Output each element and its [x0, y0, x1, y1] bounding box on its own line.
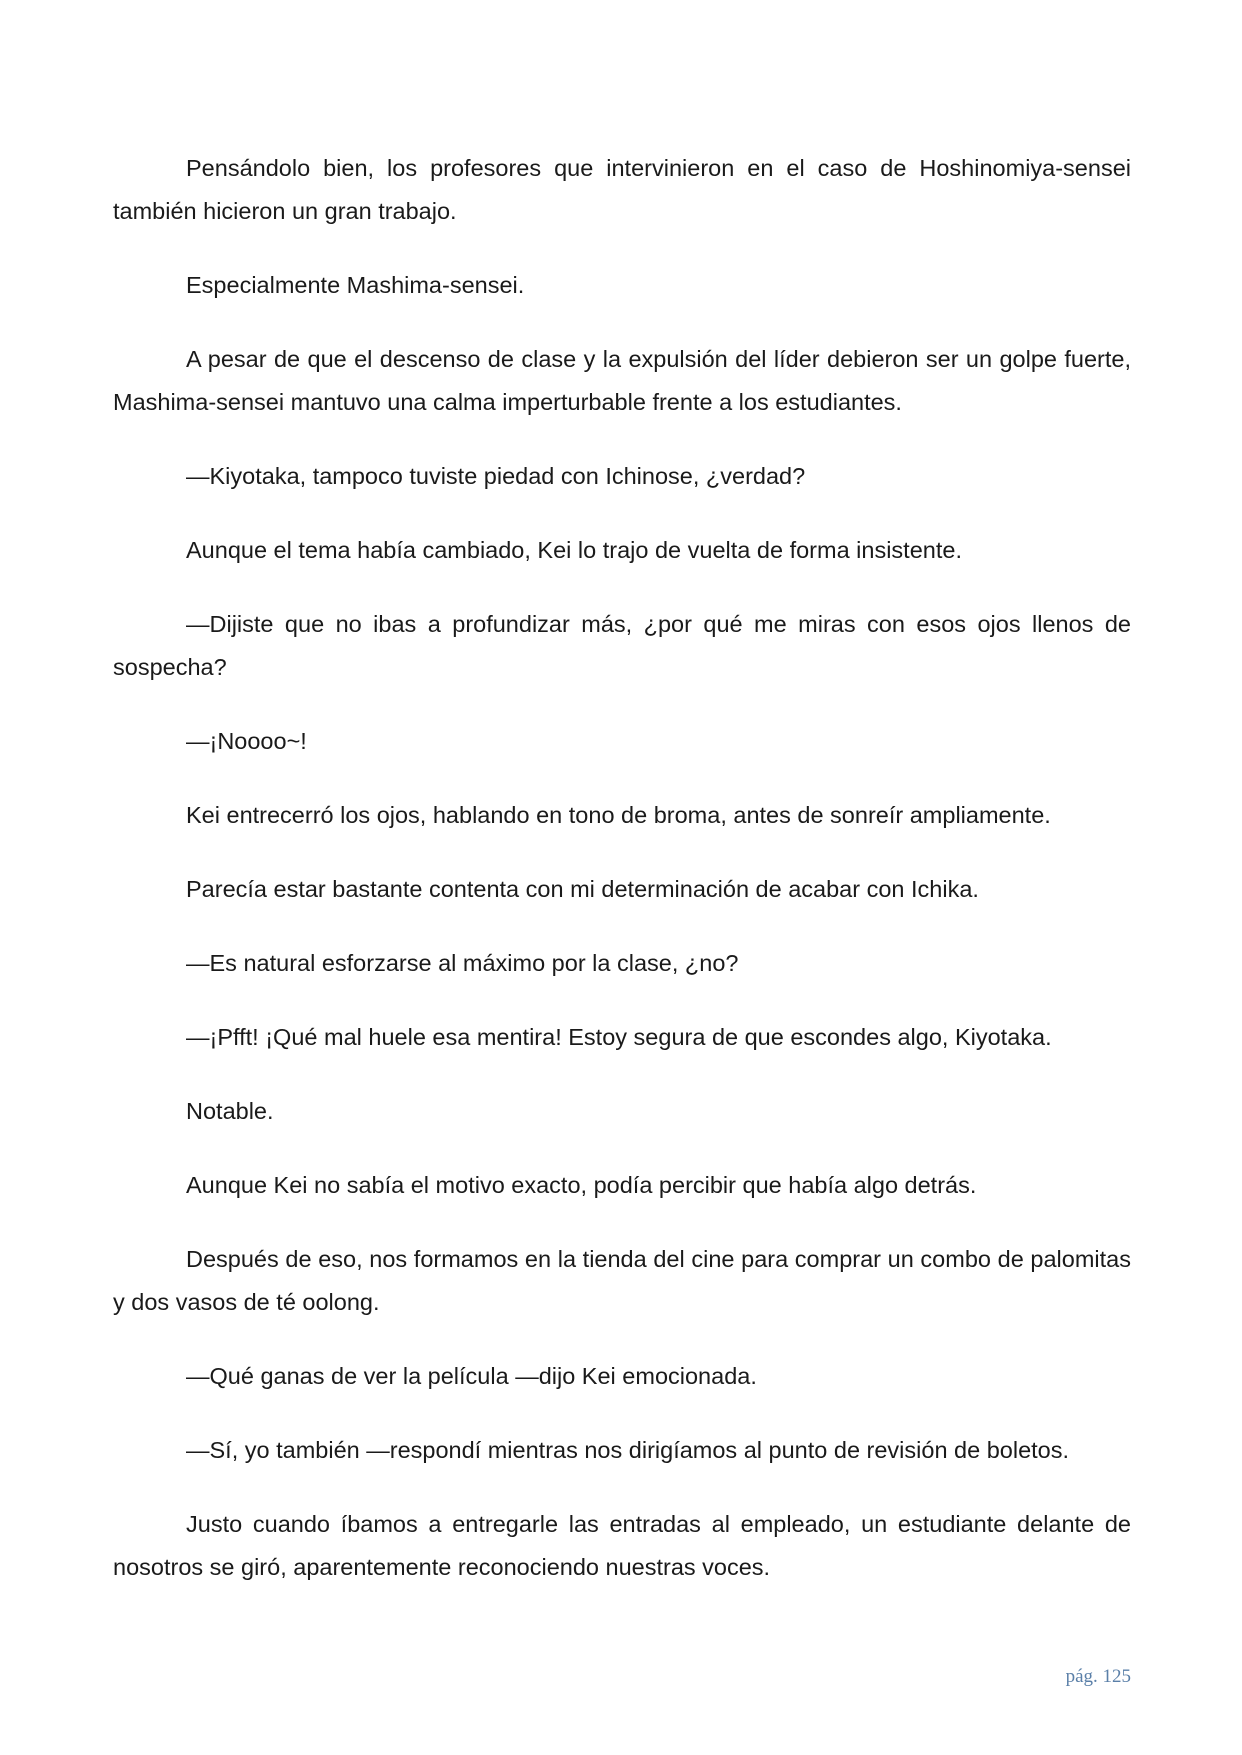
paragraph: Justo cuando íbamos a entregarle las entradas al empleado, un estudiante delante de nosotros se giró, aparentemente reconociendo nuestras voces.	[113, 1511, 1131, 1580]
paragraph: Después de eso, nos formamos en la tienda del cine para comprar un combo de palomitas y dos vasos de té oolong.	[113, 1246, 1131, 1315]
paragraph: Aunque Kei no sabía el motivo exacto, podía percibir que había algo detrás.	[186, 1172, 977, 1198]
page-number: pág. 125	[1065, 1666, 1131, 1687]
paragraph: A pesar de que el descenso de clase y la expulsión del líder debieron ser un golpe fuerte, Mashima-sensei mantuvo una calma imperturbable frente a los estudiantes.	[113, 346, 1131, 415]
paragraph: —Kiyotaka, tampoco tuviste piedad con Ichinose, ¿verdad?	[186, 463, 806, 489]
paragraph: —Dijiste que no ibas a profundizar más, ¿por qué me miras con esos ojos llenos de sospecha?	[113, 611, 1131, 680]
paragraph: Kei entrecerró los ojos, hablando en tono de broma, antes de sonreír ampliamente.	[186, 802, 1051, 828]
paragraph: —¡Pfft! ¡Qué mal huele esa mentira! Estoy segura de que escondes algo, Kiyotaka.	[186, 1024, 1052, 1050]
paragraph: Pensándolo bien, los profesores que intervinieron en el caso de Hoshinomiya-sensei también hicieron un gran trabajo.	[113, 155, 1131, 224]
body-text	[113, 147, 1131, 1620]
paragraph: Parecía estar bastante contenta con mi determinación de acabar con Ichika.	[186, 876, 979, 902]
paragraph: —Sí, yo también —respondí mientras nos dirigíamos al punto de revisión de boletos.	[186, 1437, 1070, 1463]
paragraph: —Es natural esforzarse al máximo por la clase, ¿no?	[186, 950, 739, 976]
paragraph: Aunque el tema había cambiado, Kei lo trajo de vuelta de forma insistente.	[186, 537, 962, 563]
paragraph: —¡Noooo~!	[186, 728, 307, 754]
paragraph: —Qué ganas de ver la película —dijo Kei emocionada.	[186, 1363, 757, 1389]
paragraph: Notable.	[186, 1098, 274, 1124]
paragraph: Especialmente Mashima-sensei.	[186, 272, 525, 298]
